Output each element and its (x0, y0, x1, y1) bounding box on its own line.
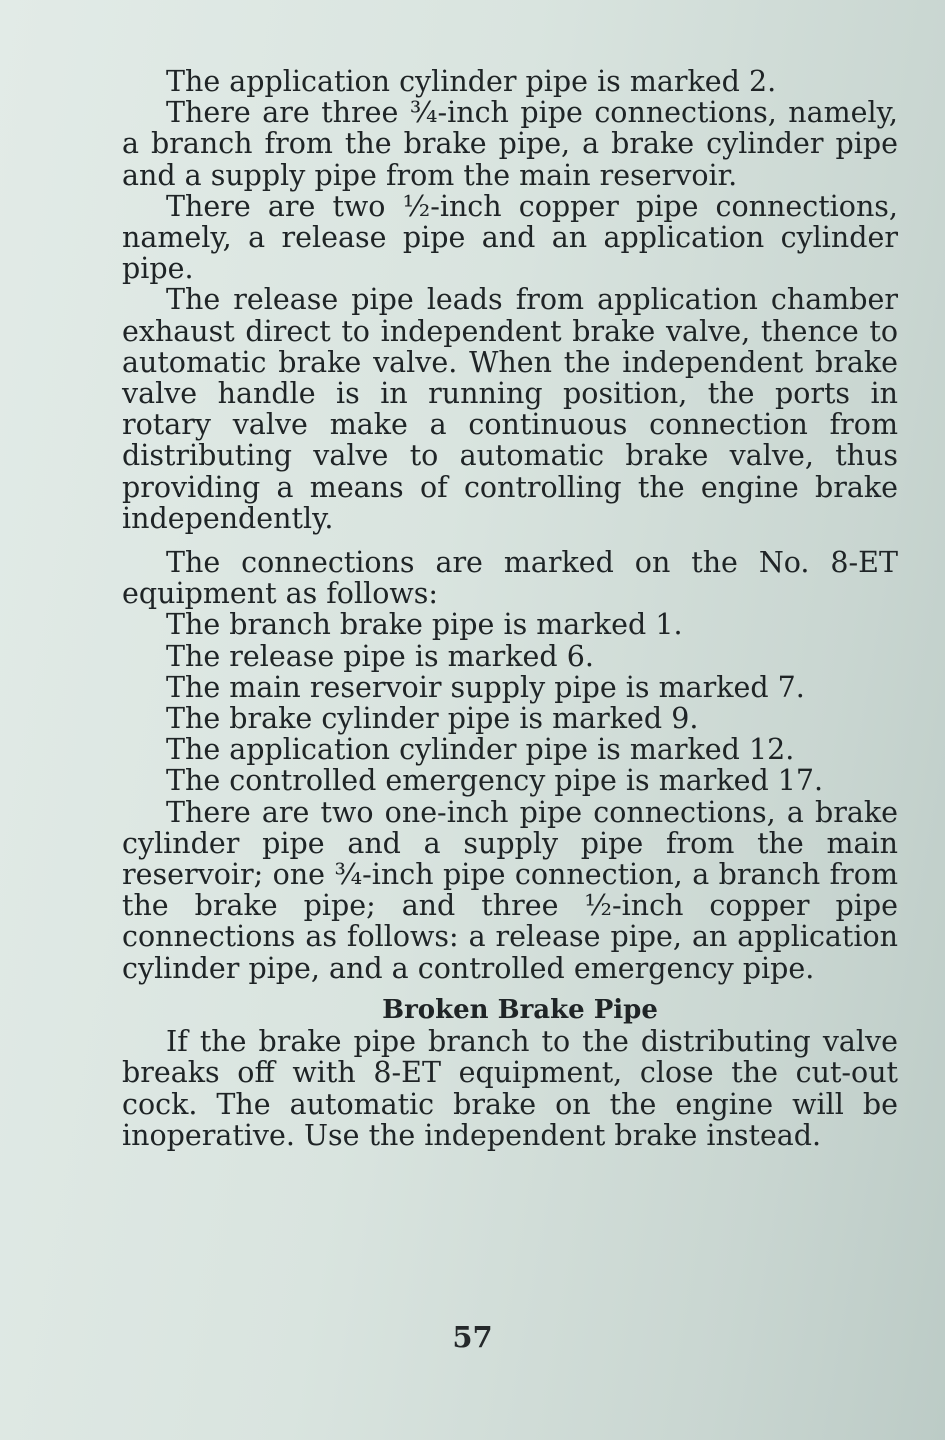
body-text (122, 66, 898, 1151)
pipe-marking-item: The branch brake pipe is marked 1. (166, 608, 683, 642)
paragraph-connections-marked: The connections are marked on the No. 8-ET equipment as follows: (122, 546, 898, 611)
page-number: 57 (452, 1320, 493, 1354)
paragraph-broken-brake-pipe: If the brake pipe branch to the distributing valve breaks off with 8-ET equipment, close the cut-out cock. The automatic brake on the engine will be inoperative. Use the independent brake instead. (122, 1025, 898, 1152)
paragraph-application-cylinder: The application cylinder pipe is marked 2. (166, 65, 777, 98)
pipe-marking-item: The main reservoir supply pipe is marked 7. (166, 670, 805, 704)
paragraph-release-pipe: The release pipe leads from application chamber exhaust direct to independent brake valve, thence to automatic brake valve. When the independent brake valve handle is in running position, the ports in rotary valve make a continuous connection from distributing valve to automatic brake valve, thus providing a means of controlling the engine brake independently. (122, 283, 898, 535)
paragraph-connection-summary: There are two one-inch pipe connections, a brake cylinder pipe and a supply pipe from the main reservoir; one ¾-inch pipe connection, a branch from the brake pipe; and three ½-inch copper pipe connections as follows: a release pipe, an application cylinder pipe, and a controlled emergency pipe. (122, 795, 898, 985)
paragraph-half-inch-connections: There are two ½-inch copper pipe connections, namely, a release pipe and an application cylinder pipe. (122, 189, 898, 286)
pipe-marking-item: The controlled emergency pipe is marked 17. (166, 764, 824, 798)
paragraph-three-quarter-inch-connections: There are three ¾-inch pipe connections, namely, a branch from the brake pipe, a brake cylinder pipe and a supply pipe from the main reservoir. (122, 96, 898, 192)
section-heading: Broken Brake Pipe (382, 994, 658, 1025)
pipe-marking-item: The application cylinder pipe is marked 12. (166, 733, 795, 767)
pipe-marking-item: The brake cylinder pipe is marked 9. (166, 702, 699, 736)
pipe-marking-item: The release pipe is marked 6. (166, 639, 594, 673)
